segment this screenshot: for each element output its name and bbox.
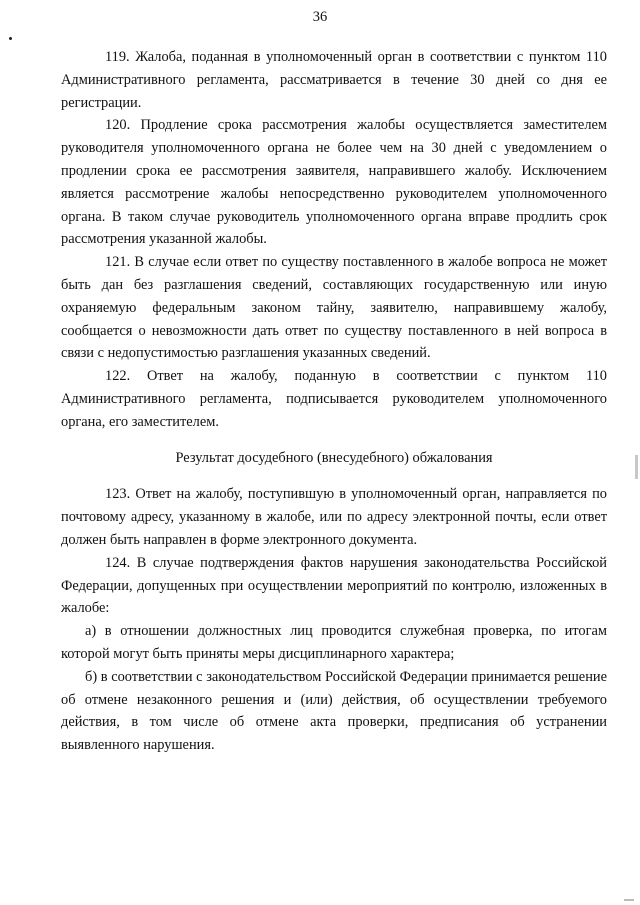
paragraph-121: 121. В случае если ответ по существу поставленного в жалобе вопроса не может быть дан без разглашения сведений, составляющих государственную или иную охраняемую федеральным законом тайну, заявителю, направившему жалобу, сообщается о невозможности дать ответ по существу поставленного в ней вопроса в связи с недопустимостью разглашения указанных сведений. [61,254,607,362]
paragraph-123: 123. Ответ на жалобу, поступившую в уполномоченный орган, направляется по почтовому адресу, указанному в жалобе, или по адресу электронной почты, если ответ должен быть направлен в форме электронного документа. [61,486,607,548]
section-heading: Результат досудебного (внесудебного) обжалования [175,449,493,466]
scan-artifact-corner-mark [624,899,634,901]
page-number: 36 [312,9,328,25]
document-body [61,46,607,757]
paragraph-119: 119. Жалоба, поданная в уполномоченный орган в соответствии с пунктом 110 Административного регламента, рассматривается в течение 30 дней со дня ее регистрации. [61,49,607,111]
paragraph-120: 120. Продление срока рассмотрения жалобы осуществляется заместителем руководителя уполномоченного органа не более чем на 30 дней с уведомлением о продлении срока ее рассмотрения заявителя, направившего жалобу. Исключением является рассмотрение жалобы непосредственно руководителем уполномоченного органа. В таком случае руководитель уполномоченного органа вправе продлить срок рассмотрения указанной жалобы. [61,117,607,248]
sub-item-a: а) в отношении должностных лиц проводится служебная проверка, по итогам которой могут быть приняты меры дисциплинарного характера; [61,623,607,662]
sub-item-b: б) в соответствии с законодательством Российской Федерации принимается решение об отмене незаконного решения и (или) действия, об осуществлении требуемого действия, в том числе об отмене акта проверки, предписания об устранении выявленного нарушения. [61,668,607,754]
paragraph-122: 122. Ответ на жалобу, поданную в соответствии с пунктом 110 Административного регламента, подписывается руководителем уполномоченного органа, его заместителем. [61,368,607,430]
scan-artifact-edge-mark [635,455,638,479]
paragraph-124: 124. В случае подтверждения фактов нарушения законодательства Российской Федерации, допущенных при осуществлении мероприятий по контролю, изложенных в жалобе: [61,554,607,617]
scan-artifact-dot [9,37,12,40]
